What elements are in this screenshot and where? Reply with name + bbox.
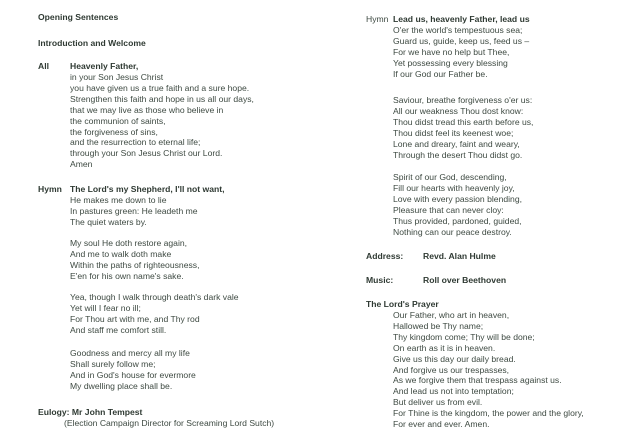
- hymn-verse-4: [70, 348, 196, 392]
- hymn-line: For Thou art with me, and Thy rod: [70, 313, 200, 324]
- prayer-line: Our Father, who art in heaven,: [393, 310, 510, 320]
- prayer-line: For ever and ever. Amen.: [393, 419, 490, 430]
- prayer-line: And forgive us our trespasses,: [393, 364, 510, 375]
- hymn2-verse-1: [393, 25, 529, 80]
- hymn-title: The Lord's my Shepherd, I'll not want,: [70, 184, 225, 194]
- music-label: Music:: [366, 275, 394, 285]
- hymn-verse-2: [70, 238, 199, 282]
- hymn-label: Hymn: [38, 184, 62, 194]
- hymn-verse-3: [70, 292, 239, 336]
- hymn-line: If our God our Father be.: [393, 68, 488, 79]
- hymn-line: Pleasure that can never cloy:: [393, 204, 504, 215]
- prayer-line: in your Son Jesus Christ: [70, 72, 164, 82]
- hymn-line: Thus provided, pardoned, guided,: [393, 215, 522, 226]
- prayer-line: through your Son Jesus Christ our Lord.: [70, 148, 223, 159]
- hymn-line: Within the paths of righteousness,: [70, 259, 200, 270]
- address-label: Address:: [366, 251, 404, 261]
- music-value: Roll over Beethoven: [423, 275, 507, 285]
- hymn-line: All our weakness Thou dost know:: [393, 105, 524, 116]
- prayer-line: the forgiveness of sins,: [70, 126, 158, 137]
- hymn-line: O'er the world's tempestuous sea;: [393, 25, 523, 35]
- hymn-line: My dwelling place shall be.: [70, 380, 173, 391]
- prayer-text: [70, 72, 254, 170]
- prayer-line: and the resurrection to eternal life;: [70, 137, 201, 148]
- prayer-line: that we may live as those who believe in: [70, 104, 224, 115]
- eulogy-heading: Eulogy: Mr John Tempest: [38, 407, 143, 417]
- hymn-line: Yet will I fear no ill;: [70, 302, 141, 313]
- hymn2-verse-3: [393, 172, 522, 237]
- hymn-verse-1: [70, 195, 198, 228]
- hymn-line: My soul He doth restore again,: [70, 238, 188, 248]
- hymn-line: For we have no help but Thee,: [393, 46, 510, 57]
- prayer-line: As we forgive them that trespass against us.: [393, 375, 562, 386]
- hymn-line: Thou didst feel its keenest woe;: [393, 127, 514, 138]
- address-value: Revd. Alan Hulme: [423, 251, 496, 261]
- hymn-line: The quiet waters by.: [70, 216, 147, 227]
- prayer-line: you have given us a true faith and a sure hope.: [70, 82, 250, 93]
- lords-prayer-heading: The Lord's Prayer: [366, 299, 439, 309]
- prayer-line: Thy kingdom come; Thy will be done;: [393, 331, 535, 342]
- hymn-line: Through the desert Thou didst go.: [393, 149, 523, 160]
- prayer-line: Amen: [70, 159, 93, 170]
- hymn-line: In pastures green: He leadeth me: [70, 205, 198, 216]
- opening-sentences-heading: Opening Sentences: [38, 12, 119, 22]
- hymn-line: Lone and dreary, faint and weary,: [393, 138, 520, 149]
- prayer-line: But deliver us from evil.: [393, 397, 483, 408]
- hymn-line: And in God's house for evermore: [70, 369, 196, 380]
- hymn-line: And staff me comfort still.: [70, 324, 167, 335]
- hymn-line: Yea, though I walk through death's dark vale: [70, 292, 239, 302]
- hymn-label-right: Hymn: [366, 14, 389, 24]
- hymn-title-right: Lead us, heavenly Father, lead us: [393, 14, 530, 24]
- prayer-line: Hallowed be Thy name;: [393, 320, 484, 331]
- hymn-line: Goodness and mercy all my life: [70, 348, 190, 358]
- hymn-line: Yet possessing every blessing: [393, 57, 508, 68]
- hymn-line: And me to walk doth make: [70, 248, 172, 259]
- prayer-line: Strengthen this faith and hope in us all our days,: [70, 93, 254, 104]
- hymn-line: Fill our hearts with heavenly joy,: [393, 182, 515, 193]
- hymn-line: Saviour, breathe forgiveness o'er us:: [393, 95, 533, 105]
- hymn-line: Nothing can our peace destroy.: [393, 226, 512, 237]
- hymn-line: Shall surely follow me;: [70, 358, 156, 369]
- prayer-title: Heavenly Father,: [70, 61, 139, 71]
- hymn-line: Love with every passion blending,: [393, 193, 522, 204]
- prayer-line: For Thine is the kingdom, the power and the glory,: [393, 408, 584, 419]
- prayer-line: Give us this day our daily bread.: [393, 353, 516, 364]
- hymn2-verse-2: [393, 95, 533, 160]
- prayer-line: On earth as it is in heaven.: [393, 342, 496, 353]
- hymn-line: E'en for his own name's sake.: [70, 270, 184, 281]
- hymn-line: Spirit of our God, descending,: [393, 172, 507, 182]
- hymn-line: He makes me down to lie: [70, 195, 167, 205]
- prayer-line: the communion of saints,: [70, 115, 166, 126]
- introduction-heading: Introduction and Welcome: [38, 38, 146, 48]
- eulogy-note: (Election Campaign Director for Screaming Lord Sutch): [64, 418, 275, 428]
- hymn-line: Thou didst tread this earth before us,: [393, 116, 534, 127]
- lords-prayer-text: [393, 310, 584, 430]
- prayer-line: And lead us not into temptation;: [393, 386, 514, 397]
- all-label: All: [38, 61, 49, 71]
- hymn-line: Guard us, guide, keep us, feed us –: [393, 35, 530, 46]
